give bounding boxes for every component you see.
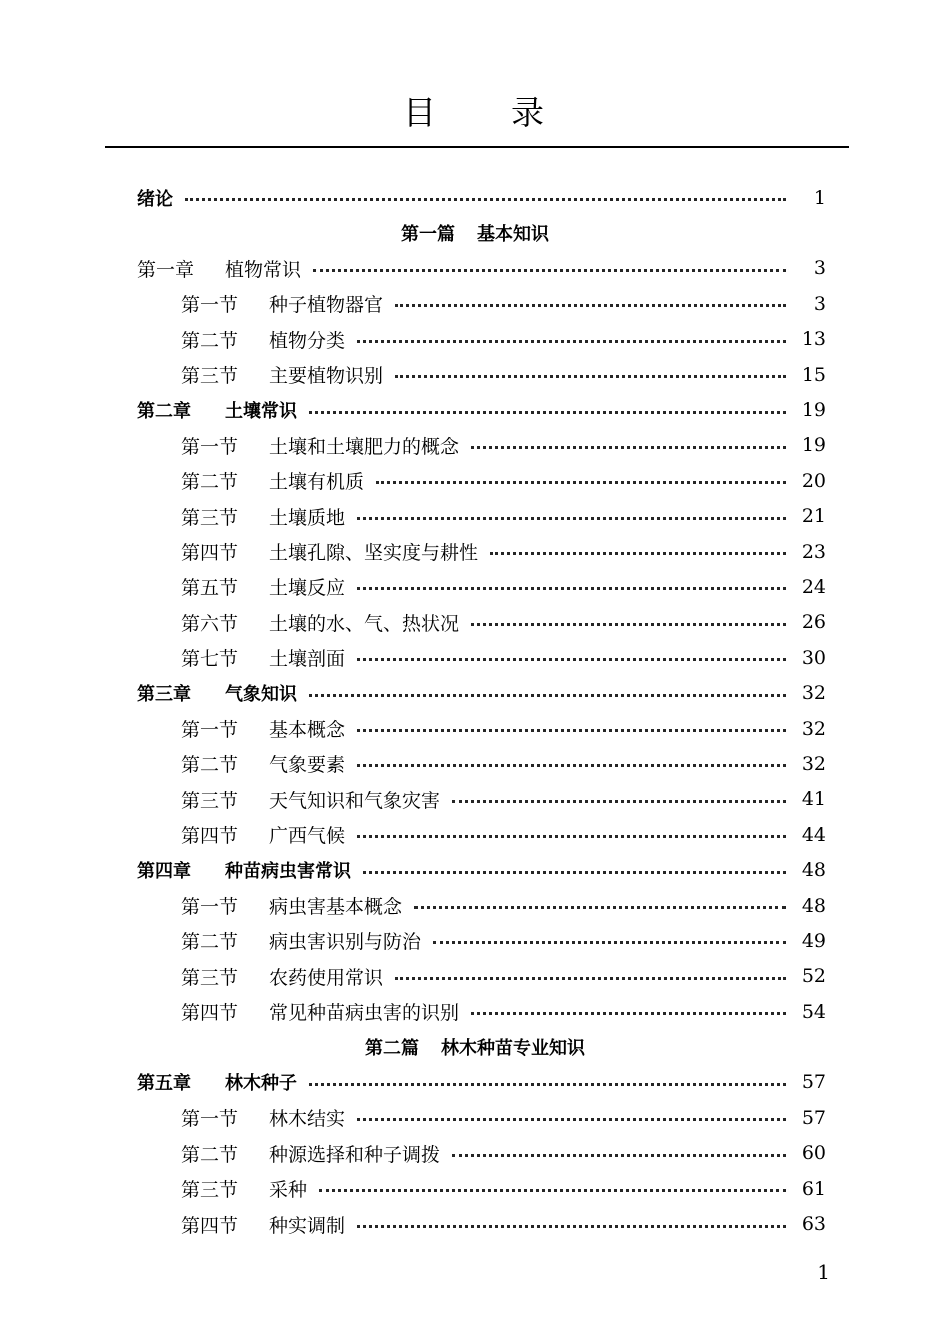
entry-title: 植物分类 [269,329,346,352]
toc-section-entry[interactable] [0,1206,950,1241]
toc-section-entry[interactable] [0,817,950,852]
entry-page-number: 48 [801,894,826,917]
part-number: 第二篇 [365,1038,419,1060]
dot-leader [376,481,786,484]
entry-number: 第三节 [181,789,239,812]
entry-page-number: 41 [801,788,826,811]
entry-page-number: 52 [801,965,826,988]
toc-section-entry[interactable] [0,463,950,498]
entry-page-number: 44 [801,823,826,846]
entry-number: 第一章 [137,258,195,281]
dot-leader [357,835,786,838]
entry-title: 农药使用常识 [269,966,384,989]
entry-title: 主要植物识别 [269,365,384,388]
entry-title: 常见种苗病虫害的识别 [269,1002,460,1025]
toc-section-entry[interactable] [0,1171,950,1206]
entry-title: 土壤有机质 [269,471,365,494]
dot-leader [357,517,786,520]
entry-number: 第六节 [181,612,239,635]
dot-leader [414,906,786,909]
toc-chapter-entry[interactable] [0,675,950,710]
entry-page-number: 32 [801,717,826,740]
entry-number: 第一节 [181,1108,239,1131]
dot-leader [357,1118,786,1121]
entry-number: 第二节 [181,754,239,777]
toc-section-entry[interactable] [0,605,950,640]
entry-number: 第一节 [181,896,239,918]
dot-leader [471,1012,786,1015]
toc-chapter-entry[interactable] [0,180,950,215]
entry-title: 土壤剖面 [269,648,346,671]
toc-section-entry[interactable] [0,923,950,958]
entry-title: 土壤的水、气、热状况 [269,612,460,635]
entry-number: 第四节 [181,1002,239,1025]
toc-section-entry[interactable] [0,994,950,1029]
toc-section-entry[interactable] [0,322,950,357]
entry-title: 采种 [269,1179,308,1202]
entry-number: 第二节 [181,1143,239,1166]
dot-leader [185,198,786,201]
entry-number: 第四节 [181,1214,239,1237]
entry-title: 基本概念 [269,719,346,742]
toc-section-entry[interactable] [0,959,950,994]
entry-page-number: 3 [813,257,826,280]
entry-page-number: 30 [801,646,826,669]
dot-leader [395,375,786,378]
toc-section-entry[interactable] [0,286,950,321]
entry-page-number: 57 [801,1071,826,1094]
entry-page-number: 19 [801,434,826,457]
entry-title: 种实调制 [269,1214,346,1237]
dot-leader [433,941,786,944]
dot-leader [313,269,786,272]
toc-part-heading[interactable] [0,1029,950,1064]
entry-number: 第七节 [181,648,239,671]
entry-number: 第三节 [181,365,239,388]
entry-number: 第二节 [181,931,239,954]
entry-page-number: 13 [801,328,826,351]
dot-leader [471,446,786,449]
entry-title: 林木种子 [225,1073,297,1095]
entry-page-number: 32 [801,752,826,775]
dot-leader [309,1083,786,1086]
dot-leader [395,977,786,980]
entry-title: 天气知识和气象灾害 [269,789,441,812]
entry-title: 土壤和土壤肥力的概念 [269,435,460,458]
dot-leader [357,340,786,343]
entry-page-number: 21 [801,505,826,528]
dot-leader [452,1154,786,1157]
toc-chapter-entry[interactable] [0,392,950,427]
entry-title: 病虫害基本概念 [269,896,403,918]
entry-page-number: 1 [813,186,826,209]
entry-title: 绪论 [137,188,173,210]
toc-chapter-entry[interactable] [0,251,950,286]
entry-title: 土壤反应 [269,577,346,600]
toc-section-entry[interactable] [0,534,950,569]
entry-number: 第四章 [137,861,191,883]
entry-number: 第一节 [181,719,239,742]
toc-section-entry[interactable] [0,428,950,463]
entry-page-number: 63 [801,1213,826,1236]
dot-leader [319,1189,786,1192]
entry-title: 气象知识 [225,684,297,706]
entry-page-number: 54 [801,1000,826,1023]
entry-title: 林木结实 [269,1108,346,1131]
dot-leader [357,729,786,732]
entry-number: 第五章 [137,1073,191,1095]
entry-title: 病虫害识别与防治 [269,931,422,954]
dot-leader [363,871,786,874]
entry-title: 种子植物器官 [269,294,384,317]
toc-section-entry[interactable] [0,569,950,604]
entry-number: 第五节 [181,577,239,600]
entry-page-number: 48 [801,859,826,882]
entry-title: 土壤孔隙、坚实度与耕性 [269,542,479,565]
table-of-contents [0,180,950,1242]
page-number: 1 [817,1260,830,1284]
entry-page-number: 57 [801,1106,826,1129]
entry-number: 第二节 [181,329,239,352]
entry-number: 第一节 [181,294,239,317]
entry-number: 第三章 [137,684,191,706]
part-title: 林木种苗专业知识 [441,1038,585,1060]
entry-title: 土壤常识 [225,401,297,423]
toc-chapter-entry[interactable] [0,852,950,887]
dot-leader [309,694,786,697]
entry-page-number: 19 [801,399,826,422]
entry-page-number: 20 [801,469,826,492]
entry-number: 第三节 [181,1179,239,1202]
entry-number: 第一节 [181,435,239,458]
toc-chapter-entry[interactable] [0,1065,950,1100]
dot-leader [357,1225,786,1228]
dot-leader [309,411,786,414]
entry-number: 第二节 [181,471,239,494]
dot-leader [490,552,786,555]
toc-section-entry[interactable] [0,888,950,923]
dot-leader [357,764,786,767]
part-number: 第一篇 [401,224,455,246]
dot-leader [395,304,786,307]
entry-title: 土壤质地 [269,506,346,529]
toc-section-entry[interactable] [0,782,950,817]
entry-page-number: 49 [801,929,826,952]
entry-page-number: 61 [801,1177,826,1200]
toc-section-entry[interactable] [0,711,950,746]
title-rule [105,146,849,148]
entry-number: 第三节 [181,506,239,529]
toc-section-entry[interactable] [0,357,950,392]
toc-section-entry[interactable] [0,746,950,781]
entry-page-number: 3 [813,292,826,315]
dot-leader [471,623,786,626]
entry-number: 第四节 [181,542,239,565]
dot-leader [452,800,786,803]
toc-section-entry[interactable] [0,1136,950,1171]
page-title: 目 录 [403,93,547,132]
dot-leader [357,658,786,661]
entry-title: 植物常识 [225,258,302,281]
entry-page-number: 32 [801,682,826,705]
entry-page-number: 26 [801,611,826,634]
entry-number: 第二章 [137,401,191,423]
entry-number: 第三节 [181,966,239,989]
entry-page-number: 23 [801,540,826,563]
dot-leader [357,587,786,590]
part-title: 基本知识 [477,224,549,246]
entry-title: 气象要素 [269,754,346,777]
entry-number: 第四节 [181,825,239,848]
entry-title: 种苗病虫害常识 [225,861,351,883]
toc-part-heading[interactable] [0,215,950,250]
toc-section-entry[interactable] [0,1100,950,1135]
entry-page-number: 24 [801,575,826,598]
entry-page-number: 15 [801,363,826,386]
toc-section-entry[interactable] [0,640,950,675]
entry-title: 种源选择和种子调拨 [269,1143,441,1166]
toc-section-entry[interactable] [0,499,950,534]
entry-title: 广西气候 [269,825,346,848]
entry-page-number: 60 [801,1142,826,1165]
